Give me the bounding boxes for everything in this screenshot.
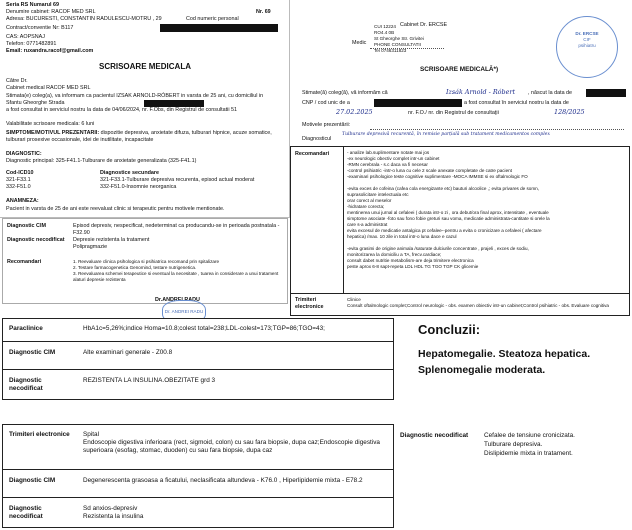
dn-label: Diagnostic necodificat [400, 432, 469, 439]
trimiteri-box [2, 424, 394, 528]
cabinet-line: Cabinet medical RACOF MED SRL [6, 85, 91, 91]
diag-cim-label: Diagnostic CIM [7, 223, 46, 229]
motive-label: Motivele prezentării: [302, 122, 351, 128]
code-row-2: 332-F51.0 [6, 184, 31, 190]
address-label: Adresa: BUCURESTI, CONSTANTIN RADULESCU-MOTRU , 29 [6, 16, 162, 22]
stamp-line-1: Dr. ERCSE [575, 31, 599, 36]
intro-2: a fost consultat in serviciul nostru la data de 04/06/2024, nr. F.Obs, din Registrul de consultatii 51 [6, 107, 238, 113]
patient-hand: Izsák Arnold - Róbert [446, 88, 516, 96]
diag-cim-value: Episod depresiv, nespecificat, nedeterminat ca producandu-se in perioada postnatala - F32.90 [73, 223, 280, 236]
concluzii-line-1: Hepatomegalie. Steatoza hepatica. [418, 348, 591, 360]
letter-ercse [296, 0, 632, 148]
para-div-2 [3, 369, 393, 370]
trimiteri-label: Trimiteri electronice [295, 297, 324, 310]
address-line-3: St Gheorghe Str. Grivitei [374, 36, 424, 41]
concluzii-title: Concluzii: [418, 322, 481, 337]
nr-label: Nr. 69 [256, 9, 271, 15]
trim-necod-label: Diagnostic necodificat [9, 505, 43, 520]
code-row-1: 321-F33.1 [6, 177, 31, 183]
para-necod-value: REZISTENTA LA INSULINA.OBEZITATE grd 3 [83, 377, 216, 384]
ercse-stamp [556, 16, 618, 78]
medic-line [370, 48, 444, 49]
trim-cim-label: Diagnostic CIM [9, 477, 56, 484]
medic-label: Medic [352, 40, 367, 46]
dn-line-3: Dislipidemie mixta in tratament. [484, 450, 573, 457]
trim-label: Trimiteri electronice [9, 431, 70, 438]
anamnesis-label: ANAMNEZA: [6, 198, 39, 204]
cnp-redaction [160, 24, 278, 32]
dn-line-2: Tulburare depresiva. [484, 441, 543, 448]
trim-cim-value: Degenerescenta grasoasa a ficatului, neclasificata altundeva - K76.0 , Hiperlipidemie mixta - E78.2 [83, 477, 363, 484]
para-cim-label: Diagnostic CIM [9, 349, 56, 356]
cnp-label-2: CNP / cod unic de a [302, 100, 350, 106]
para-necod-label: Diagnostic necodificat [9, 377, 43, 392]
recom-label: Recomandari [7, 259, 42, 265]
cnp-redaction-2 [374, 99, 462, 107]
symptoms-block [6, 130, 280, 143]
symptoms-label: SIMPTOME/MOTIVUL PREZENTARII: [6, 130, 100, 136]
email-label: Email: ruxandra.racof@gmail.com [6, 48, 94, 54]
secondary-col-head: Diagnostice secundare [100, 170, 160, 176]
contract-label: Contract/conventie Nr: B117 [6, 25, 74, 31]
diagnostic-label-2: Diagnosticul [302, 136, 332, 142]
intro-label-2: , născut la data de [528, 90, 573, 96]
dob-redaction [586, 89, 626, 97]
fo-label: nr. F.O./ nr. din Registrul de consultaţii [408, 110, 499, 116]
diagnostic-hand: Tulburare depresivă recurentă, în remisie parțială sub tratament medicamentos complex [342, 132, 550, 137]
anamnesis-text: Pacient in varsta de 25 de ani este reevaluat clinic si terapeutic pentru motivele mentionate. [6, 206, 225, 212]
provider-label: Denumire cabinet: RACOF MED SRL [6, 9, 96, 15]
diag-recom-box [2, 218, 288, 304]
recomandari-value: - analize lab.suplimentare notate mai jos -ex neurologic obectiv complet intr-un cabinet -RMN cerebrala - s.c daca va fi necesar -control psihiatric -intr-o luna cu cele 2 scale anexate completate de catre pacient -examinari psihologice teste cognitive suplimentare -MOCA IMMSE si ex oftalmologic FO -evita exces de cofeina (cafea cola energizante etc) bauturi alcoolice ,; evita privares de somn, suprasolicitare intelectuala etc orar corect al meselor -hidratare corecta; mentinerea unui jurnal al cefaleei ( durata intr-o zi , ora debut/ora final aprox, intensitate , eventuale simptome asociate -foto sau fono fobie greturi sau voma, medicatie administrata-cantitate si orele la care s-a administrat evita excesul de medicatie antalgica pt cefalee--pentru a evita o cronicizare a cefaleei ( afectare hepatica) /max. 10 zile in total intr-o luna dace e cazul -evita grasimi de origine animala /saturate dulciurile concentrate , prajeli , exces de sodiu, monitorizarea la domiciliu a TA, frecv.cardiace; consult dabet nutritie metabolism-are deja trimitere electronica peste aprox 6-8 sapt-repeta LDL HDL TG TGO TGP CK glicemie [347, 150, 550, 269]
validity-line: Valabilitate scrisoare medicala: 6 luni [6, 121, 95, 127]
concluzii-block [396, 318, 632, 408]
phone-label: Telefon: 0771482891 [6, 41, 57, 47]
stamp-line-2: CIF [583, 37, 591, 42]
address-line-1: CUI 12224 [374, 24, 396, 29]
address-line-4: PHONE CONSULTATII [374, 42, 421, 47]
dn-line-1: Cefalee de tensiune cronicizata. [484, 432, 575, 439]
concluzii-line-2: Splenomegalie moderata. [418, 364, 546, 376]
letter-title: SCRISOARE MEDICALA [98, 62, 191, 71]
recomandari-label: Recomandari [295, 151, 330, 157]
diagnostic-label: DIAGNOSTIC: [6, 151, 42, 157]
diag-necod-value: Depresie rezistenta la tratament Polipragmazie [73, 237, 150, 250]
letter-racof [0, 0, 290, 218]
recom-divider [343, 147, 344, 293]
trim-div-2 [3, 497, 393, 498]
to-line: Către Dr. [6, 78, 28, 84]
para-cim-value: Alte examinari generale - Z00.8 [83, 349, 173, 356]
dn-block [396, 408, 632, 468]
paraclinice-value: HbA1c=5,26%;indice Homa=10.8;colest total=238;LDL-colest=173;TGP=86;TGO=43; [83, 325, 325, 332]
trimiteri-value: Clinice Consult oftalmologic complet;Control neurologic - obs. examen obiectiv intr-un cabinet;Control psihiatric - obs. Evaluare cognitiva [347, 297, 609, 308]
motive-line [370, 129, 624, 130]
intro-1: Stimata(e) coleg(a), va informam ca pacientul IZSAK ARNOLD-RÓBERT in varsta de 25 ani, cu domiciliul in Sfantu Gheorghe Strada [6, 93, 264, 106]
para-div-1 [3, 341, 393, 342]
recom-hdivider [291, 293, 629, 294]
consult-date-hand: 27.02.2025 [336, 108, 373, 116]
trim-necod-value: Sd anxios-depresiv Rezistenta la insulina [83, 505, 144, 520]
diagnostic-text: Diagnostic principal: 325-F41.1-Tulburare de anxietate generalizata (325-F41.1) [6, 158, 197, 164]
cnp-label: Cod numeric personal [186, 16, 239, 22]
clinic-line: Cabinet Dr. ERCSE [400, 22, 448, 28]
code-desc-1: 321-F33.1-Tulburare depresiva recurenta, episod actual moderat [100, 177, 255, 183]
recomandari-box [290, 146, 630, 316]
cas-label: CAS: AOPSNAJ [6, 34, 45, 40]
paraclinice-label: Paraclinice [9, 325, 43, 332]
address-line-2: RO4.4 0B [374, 30, 395, 35]
stamp-line-3: psihiatru [578, 43, 596, 48]
address-redaction [144, 100, 204, 107]
series-label: Seria RS Numarul 69 [6, 2, 60, 8]
symptoms-text: dispozitie depresiva, anxietate difuza, tulburari hipnice, acuze somatice, tulburari prosexive occasionale, idei de inutilitate, incapacitate [6, 130, 272, 143]
code-desc-2: 332-F51.0-Insomnie neorganica [100, 184, 177, 190]
recom-value: 1. Reevaluare clinica psihologica si psihiatrica recomand prin spitalizare 2. Testare farmacogenetica Genomind, testare nutrigenetica. 3. Reevaluarea schemei terapeutice si eventual la necesitate , tuarea in considerare a unui tratament alaturi depresie rezistenta [73, 259, 279, 282]
diag-necod-label: Diagnostic necodificat [7, 237, 65, 243]
signature-name: Dr.ANDREI RADU [155, 297, 200, 303]
fo-hand: 128/2025 [554, 108, 585, 116]
trim-value: Spital Endoscopie digestiva inferioara (rect, sigmoid, colon) cu sau fara biopsie, dupa caz;Endoscopie digestiva superioara (esofag, stomac, duoden) cu sau fara biopsie, dupa caz [83, 431, 380, 454]
address-line-5: Tel 0746311823 [374, 48, 407, 53]
intro-label: Stimate(ă) coleg(ă), vă informăm că [302, 90, 388, 96]
paraclinice-box [2, 318, 394, 400]
consult-label: a fost consultat în serviciul nostru la data de [464, 100, 569, 106]
trim-div-1 [3, 469, 393, 470]
radu-stamp: Dr. ANDREI RADU [162, 300, 206, 324]
icd-col-head: Cod-ICD10 [6, 170, 34, 176]
letter-title-2: SCRISOARE MEDICALĂ*) [420, 66, 499, 73]
